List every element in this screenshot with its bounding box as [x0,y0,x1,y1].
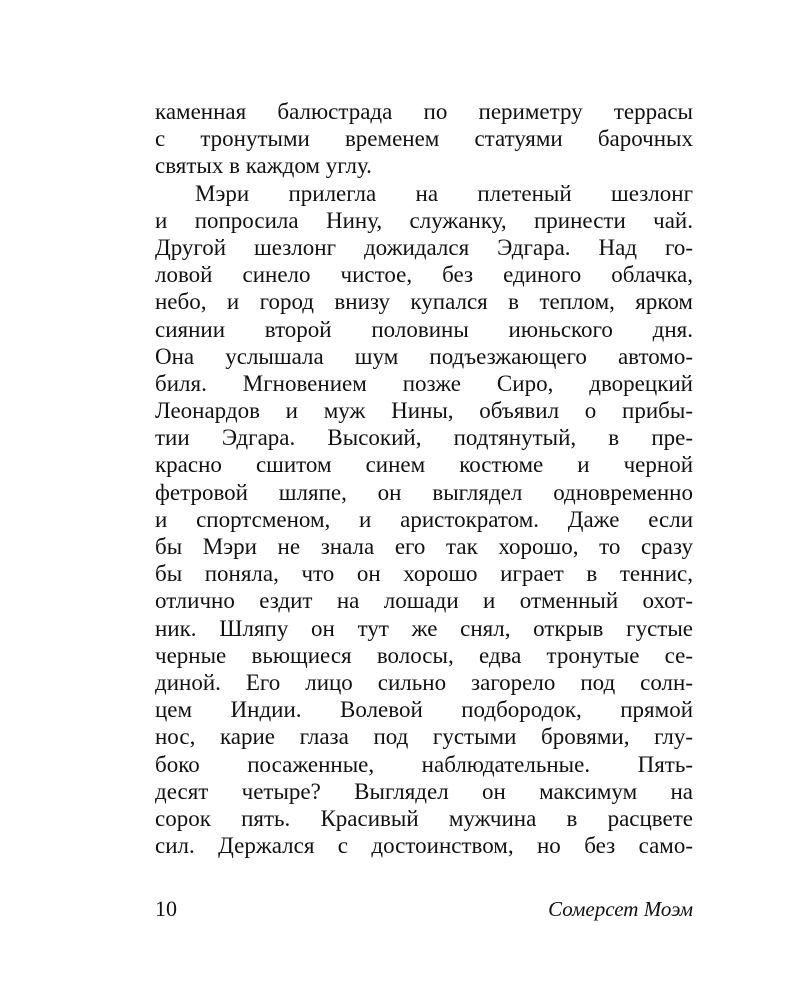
text-line: святых в каждом углу. [155,153,372,179]
text-line: каменная балюстрада по периметру террасы [155,99,693,124]
text-line: сиянии второй половины июньского дня. [155,316,693,342]
text-line: Леонардов и муж Нины, объявил о прибы- [155,398,693,424]
text-line: небо, и город внизу купался в теплом, ярком [155,289,693,315]
text-line: Другой шезлонг дожидался Эдгара. Над го- [155,234,693,260]
text-line: боко посаженные, наблюдательные. Пять- [155,751,693,777]
page-number: 10 [155,896,177,921]
text-line: красно сшитом синем костюме и черной [155,452,693,478]
text-line: диной. Его лицо сильно загорело под солн- [155,669,693,695]
text-line: десят четыре? Выглядел он максимум на [155,778,693,804]
text-line: цем Индии. Волевой подбородок, прямой [155,697,693,723]
text-line: черные вьющиеся волосы, едва тронутые се- [155,642,693,668]
text-line: сил. Держался с достоинством, но без само- [155,833,693,859]
body-text [155,98,693,859]
text-line: сорок пять. Красивый мужчина в расцвете [155,805,693,831]
text-line: ник. Шляпу он тут же снял, открыв густые [155,615,693,641]
text-line: с тронутыми временем статуями барочных [155,126,693,152]
text-line: отлично ездит на лошади и отменный охот- [155,588,693,614]
text-line: Мэри прилегла на плетеный шезлонг [195,180,693,206]
text-line: бы поняла, что он хорошо играет в теннис, [155,561,693,587]
text-line: Она услышала шум подъезжающего автомо- [155,343,693,369]
text-line: нос, карие глаза под густыми бровями, глу- [155,724,693,750]
text-line: бы Мэри не знала его так хорошо, то сразу [155,534,693,559]
text-line: и спортсменом, и аристократом. Даже если [155,506,693,532]
text-line: ловой синело чистое, без единого облачка, [155,262,693,288]
text-line: фетровой шляпе, он выглядел одновременно [155,479,693,505]
text-line: биля. Мгновением позже Сиро, дворецкий [155,370,693,396]
running-footer-author: Сомерсет Моэм [548,897,693,921]
text-line: тии Эдгара. Высокий, подтянутый, в пре- [155,425,693,451]
text-line: и попросила Нину, служанку, принести чай. [155,207,693,233]
